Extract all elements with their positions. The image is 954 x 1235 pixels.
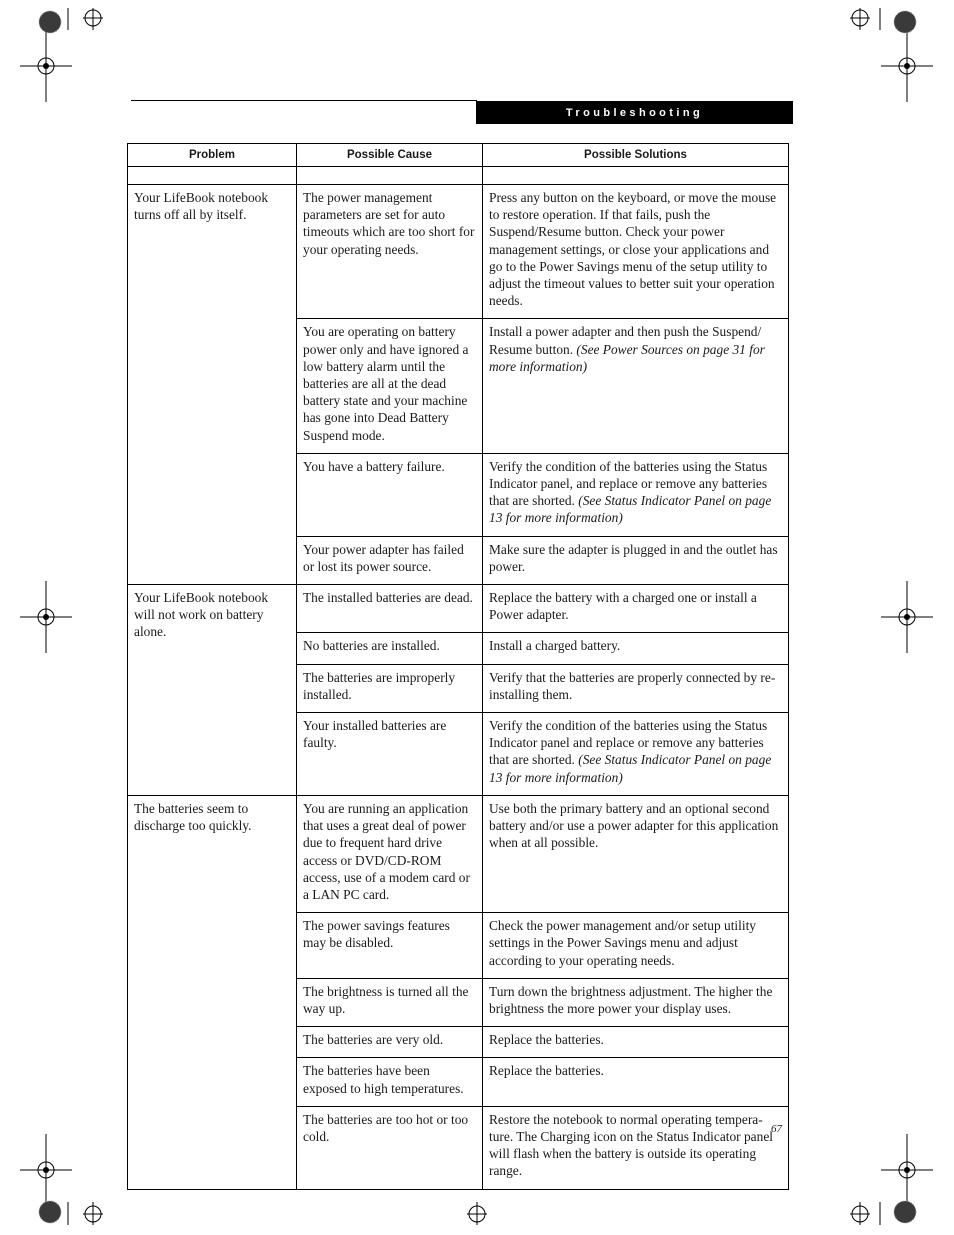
solution-text: Install a power adapter and then push the Suspend/ Resume button. bbox=[489, 324, 762, 357]
registration-mark-icon bbox=[20, 1134, 72, 1206]
cause-cell: You have a battery failure. bbox=[297, 453, 483, 536]
solution-cell bbox=[483, 795, 789, 912]
solution-cell bbox=[483, 585, 789, 633]
solution-cell bbox=[483, 536, 789, 584]
solution-text: Replace the battery with a charged one or install a Power adapter. bbox=[489, 590, 757, 623]
solution-cell bbox=[483, 713, 789, 796]
cause-cell: The brightness is turned all the way up. bbox=[297, 978, 483, 1026]
column-header-solutions: Possible Solutions bbox=[483, 144, 789, 167]
color-wheel-icon bbox=[39, 11, 61, 33]
solution-text: Replace the batteries. bbox=[489, 1032, 604, 1048]
problem-cell: Your LifeBook notebook turns off all by itself. bbox=[128, 185, 297, 585]
troubleshooting-table bbox=[127, 143, 789, 1190]
registration-mark-icon bbox=[83, 8, 103, 30]
page-number: 67 bbox=[771, 1123, 782, 1135]
solution-cell bbox=[483, 978, 789, 1026]
registration-mark-icon bbox=[20, 30, 72, 102]
solution-cell bbox=[483, 664, 789, 712]
cause-cell: The power management parameters are set for auto timeouts which are too short for your operating needs. bbox=[297, 185, 483, 319]
cause-cell: The batteries have been exposed to high temperatures. bbox=[297, 1058, 483, 1106]
registration-mark-icon bbox=[881, 1134, 933, 1206]
color-wheel-icon bbox=[894, 11, 916, 33]
table-header-row bbox=[128, 144, 789, 167]
cause-cell: You are operating on battery power only and have ignored a low battery alarm until the batteries are all at the dead battery state and your machine has gone into Dead Battery Suspend mode. bbox=[297, 319, 483, 453]
cause-cell: Your power adapter has failed or lost its power source. bbox=[297, 536, 483, 584]
registration-mark-icon bbox=[850, 8, 870, 30]
solution-text: Verify that the batteries are properly connected by re-installing them. bbox=[489, 669, 776, 702]
solution-text: Use both the primary battery and an optional second battery and/or use a power adapter for this application when at all possible. bbox=[489, 800, 779, 851]
registration-mark-icon bbox=[20, 581, 72, 653]
registration-mark-icon bbox=[850, 1202, 870, 1225]
solution-text: Press any button on the keyboard, or move the mouse to restore operation. If that fails, push the Suspend/Resume button. Check your power management settings, or close your applications and go to the Power Savings menu of the setup utility to adjust the timeout values to better suit your operation needs. bbox=[489, 190, 777, 309]
registration-mark-icon bbox=[467, 1202, 487, 1225]
solution-cell bbox=[483, 319, 789, 453]
color-wheel-icon bbox=[39, 1201, 61, 1223]
solution-cell bbox=[483, 913, 789, 979]
problem-cell: Your LifeBook notebook will not work on battery alone. bbox=[128, 585, 297, 796]
cause-cell: No batteries are installed. bbox=[297, 633, 483, 664]
page-reference: (See Status Indicator Panel on page 13 for more information) bbox=[489, 752, 772, 785]
cause-cell: The batteries are very old. bbox=[297, 1027, 483, 1058]
solution-text: Verify the condition of the batteries using the Status Indicator panel and replace or remove any batteries that are shorted. bbox=[489, 718, 768, 768]
cause-cell: You are running an application that uses a great deal of power due to frequent hard drive access or DVD/CD-ROM access, use of a modem card or a LAN PC card. bbox=[297, 795, 483, 912]
registration-mark-icon bbox=[881, 30, 933, 102]
solution-cell bbox=[483, 1106, 789, 1189]
problem-cell: The batteries seem to discharge too quickly. bbox=[128, 795, 297, 1189]
solution-cell bbox=[483, 1027, 789, 1058]
table-row bbox=[128, 795, 789, 912]
cause-cell: The batteries are improperly installed. bbox=[297, 664, 483, 712]
table-body bbox=[128, 167, 789, 1190]
table-row bbox=[128, 185, 789, 319]
solution-text: Check the power management and/or setup utility settings in the Power Savings menu and adjust according to your operating needs. bbox=[489, 918, 756, 968]
solution-cell bbox=[483, 453, 789, 536]
registration-mark-icon bbox=[83, 1202, 103, 1225]
header-rule bbox=[131, 100, 477, 101]
cause-cell: The installed batteries are dead. bbox=[297, 585, 483, 633]
solution-text: Turn down the brightness adjustment. The higher the brightness the more power your display uses. bbox=[489, 983, 773, 1016]
cause-cell: The power savings features may be disabled. bbox=[297, 913, 483, 979]
solution-text: Make sure the adapter is plugged in and the outlet has power. bbox=[489, 541, 778, 574]
solution-cell bbox=[483, 185, 789, 319]
page-reference: (See Power Sources on page 31 for more information) bbox=[489, 341, 765, 374]
solution-text: Verify the condition of the batteries using the Status Indicator panel, and replace or remove any batteries that are shorted. bbox=[489, 458, 768, 509]
solution-text: Install a charged battery. bbox=[489, 638, 621, 654]
header-spacer bbox=[128, 167, 789, 185]
page-reference: (See Status Indicator Panel on page 13 for more information) bbox=[489, 493, 772, 526]
column-header-cause: Possible Cause bbox=[297, 144, 483, 167]
column-header-problem: Problem bbox=[128, 144, 297, 167]
solution-text: Replace the batteries. bbox=[489, 1063, 604, 1079]
solution-cell bbox=[483, 633, 789, 664]
solution-text: Restore the notebook to normal operating tempera- ture. The Charging icon on the Status Indicator panel will flash when the battery is outside its operating range. bbox=[489, 1111, 773, 1179]
solution-cell bbox=[483, 1058, 789, 1106]
section-title: Troubleshooting bbox=[476, 101, 793, 124]
cause-cell: Your installed batteries are faulty. bbox=[297, 713, 483, 796]
table-row bbox=[128, 585, 789, 633]
cause-cell: The batteries are too hot or too cold. bbox=[297, 1106, 483, 1189]
registration-mark-icon bbox=[881, 581, 933, 653]
color-wheel-icon bbox=[894, 1201, 916, 1223]
